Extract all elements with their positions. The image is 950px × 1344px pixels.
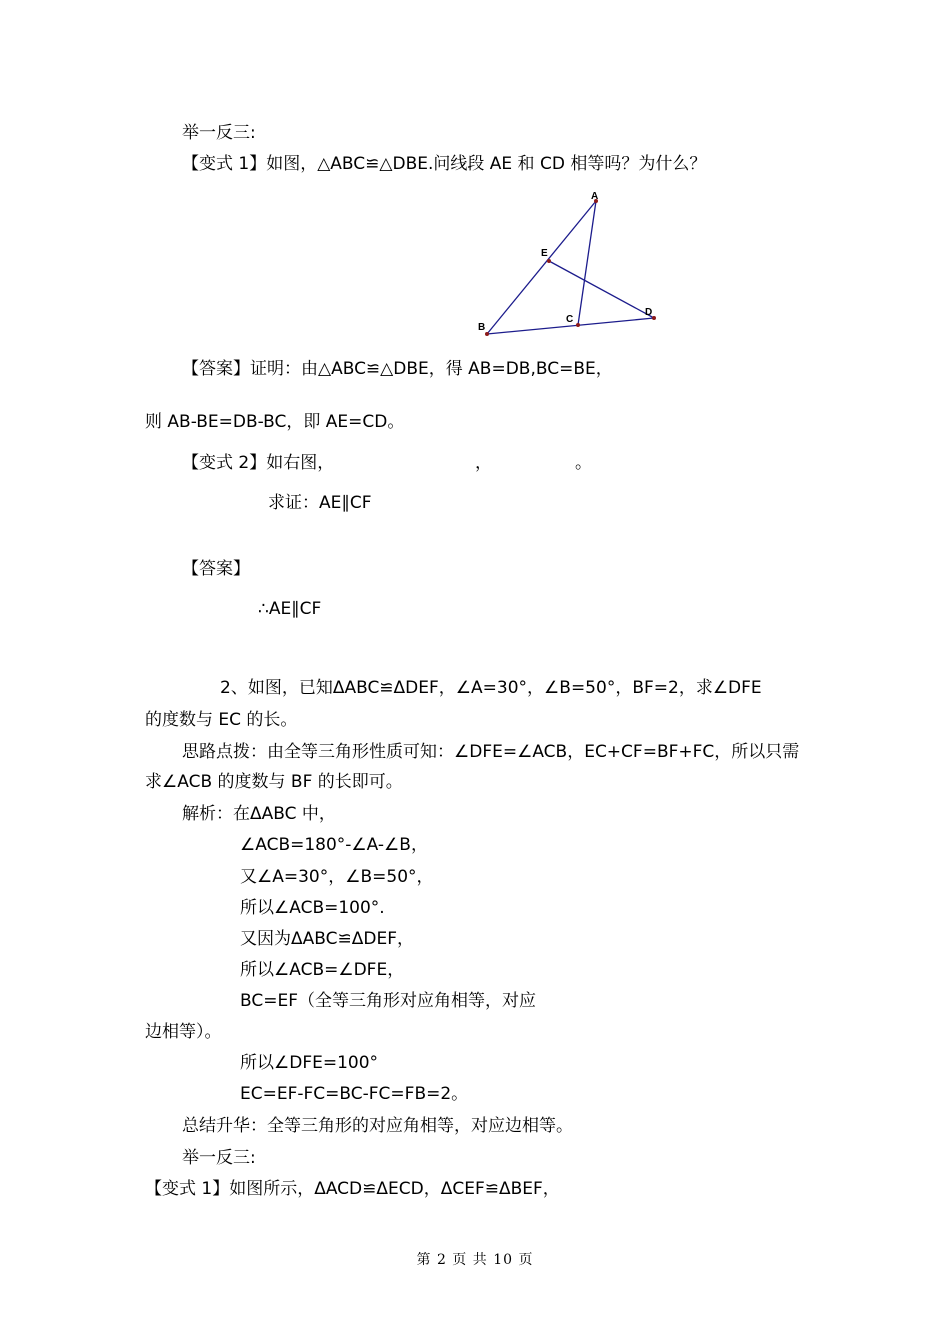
variant-2-period: 。 (575, 453, 592, 473)
variant-2-question: 【变式 2】如右图， (182, 453, 335, 473)
variant-1b-question: 【变式 1】如图所示，ΔACD≌ΔECD，ΔCEF≌ΔBEF， (145, 1179, 560, 1199)
solution-line-3: 又∠A=30°，∠B=50°， (240, 867, 434, 887)
solution-line-6: 所以∠ACB=∠DFE， (240, 960, 405, 980)
answer-2-label: 【答案】 (182, 559, 250, 579)
section-heading: 举一反三: (182, 123, 256, 143)
solution-line-8: 边相等）。 (145, 1022, 222, 1042)
solution-line-7: BC=EF（全等三角形对应角相等，对应 (240, 991, 536, 1011)
section-heading-2: 举一反三: (182, 1148, 256, 1168)
point-e (547, 259, 551, 263)
hint-line-1: 思路点拨：由全等三角形性质可知：∠DFE=∠ACB，EC+CF=BF+FC，所以只需 (182, 742, 800, 762)
summary-line: 总结升华：全等三角形的对应角相等，对应边相等。 (182, 1116, 573, 1136)
solution-line-9: 所以∠DFE=100° (240, 1053, 379, 1073)
solution-line-4: 所以∠ACB=100°. (240, 898, 385, 918)
point-c (576, 323, 580, 327)
answer-1-line-2: 则 AB-BE=DB-BC，即 AE=CD。 (145, 412, 405, 432)
label-b: B (478, 322, 486, 333)
answer-2-conclusion: ∴AE∥CF (258, 599, 322, 619)
solution-line-1: 解析：在ΔABC 中， (182, 804, 336, 824)
solution-line-10: EC=EF-FC=BC-FC=FB=2。 (240, 1084, 469, 1104)
answer-1-line-1: 【答案】证明：由△ABC≌△DBE，得 AB=DB,BC=BE， (182, 359, 613, 379)
problem-2-line-2: 的度数与 EC 的长。 (145, 710, 298, 730)
label-a: A (591, 191, 599, 202)
triangle-figure (470, 188, 670, 338)
problem-2-line-1: 2、如图，已知ΔABC≌ΔDEF，∠A=30°，∠B=50°，BF=2，求∠DFE (220, 678, 762, 698)
hint-line-2: 求∠ACB 的度数与 BF 的长即可。 (145, 772, 403, 792)
page-footer: 第 2 页 共 10 页 (416, 1252, 534, 1268)
label-d: D (645, 307, 653, 318)
point-b (485, 332, 489, 336)
label-e: E (541, 248, 548, 259)
label-c: C (566, 314, 574, 325)
segment-ed (549, 261, 654, 318)
variant-1-question: 【变式 1】如图，△ABC≌△DBE.问线段 AE 和 CD 相等吗？为什么？ (182, 154, 707, 174)
variant-2-comma: ， (475, 453, 492, 473)
point-d (652, 316, 656, 320)
solution-line-2: ∠ACB=180°-∠A-∠B， (240, 835, 428, 855)
solution-line-5: 又因为ΔABC≌ΔDEF， (240, 929, 414, 949)
variant-2-prove: 求证：AE∥CF (268, 493, 372, 513)
